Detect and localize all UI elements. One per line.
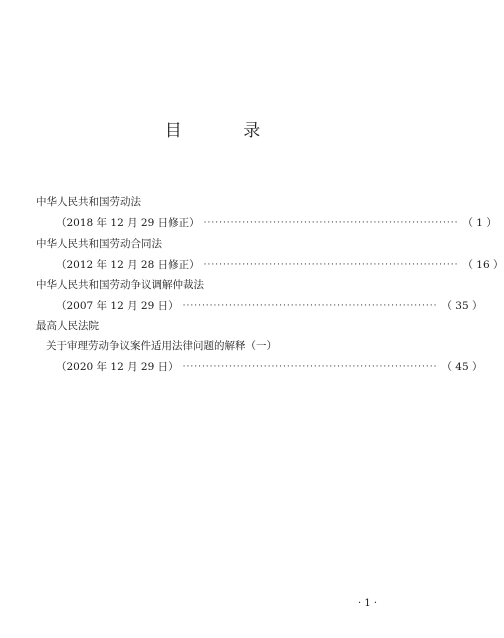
toc-page-number: （ 16 ） [462,259,504,271]
toc-entry[interactable] [56,216,497,230]
toc-page-number: （ 45 ） [441,361,483,373]
toc-date: （2020 年 12 月 29 日） [56,361,179,373]
toc-heading[interactable]: 中华人民共和国劳动合同法 [36,238,162,250]
toc-entry[interactable] [56,299,483,313]
dot-leader: ·································································· [203,260,459,270]
toc-date: （2007 年 12 月 29 日） [56,300,179,312]
toc-date: （2012 年 12 月 28 日修正） [56,259,200,271]
footer-page-number: · 1 · [358,598,378,609]
toc-heading[interactable]: 最高人民法院 [36,320,99,332]
page-title: 目 录 [164,121,289,141]
dot-leader: ·································································· [182,362,438,372]
toc-date: （2018 年 12 月 29 日修正） [56,217,200,229]
dot-leader: ·································································· [182,301,438,311]
toc-page-number: （ 35 ） [441,300,483,312]
toc-subheading[interactable]: 关于审理劳动争议案件适用法律问题的解释（一） [46,340,277,352]
toc-page-number: （ 1 ） [462,217,497,229]
dot-leader: ·································································· [203,218,459,228]
toc-heading[interactable]: 中华人民共和国劳动争议调解仲裁法 [36,279,204,291]
toc-entry[interactable] [56,258,504,272]
toc-entry[interactable] [56,360,483,374]
toc-heading[interactable]: 中华人民共和国劳动法 [36,196,141,208]
